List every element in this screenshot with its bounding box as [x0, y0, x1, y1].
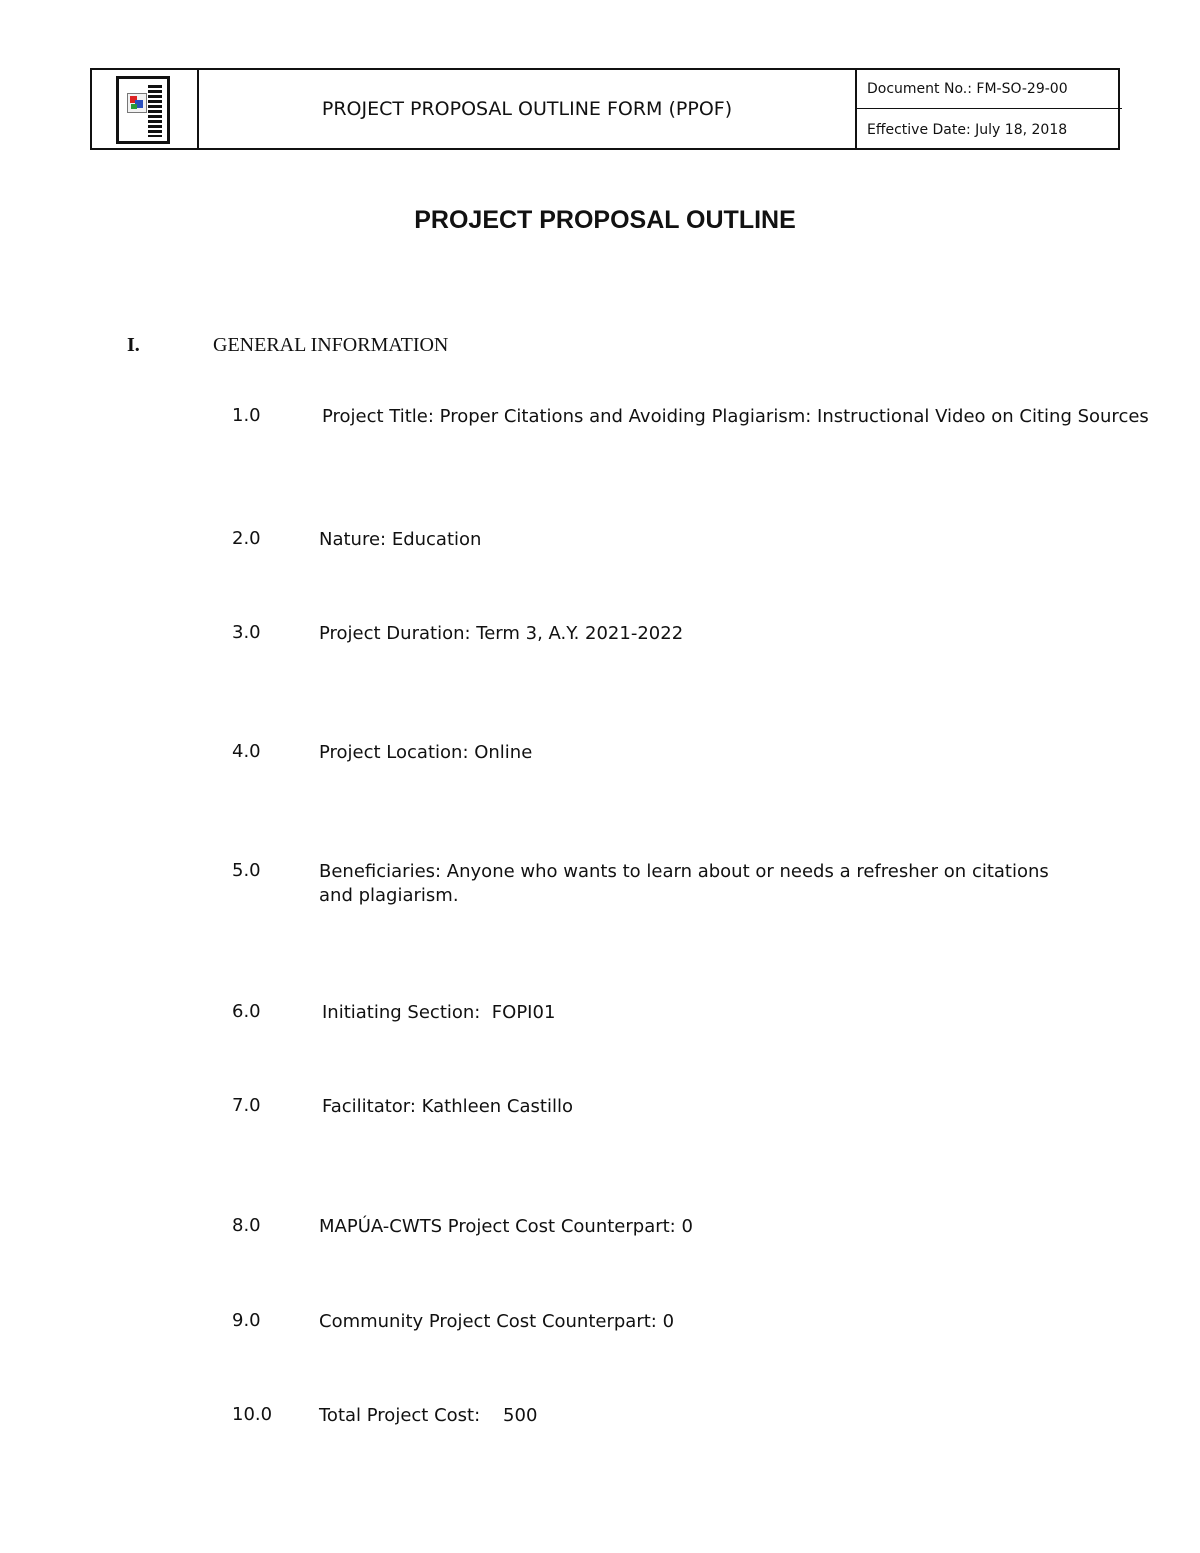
item-number: 1.0: [232, 405, 261, 426]
item-text: Nature: Education: [319, 529, 482, 550]
item-number: 9.0: [232, 1310, 261, 1331]
section-title: GENERAL INFORMATION: [213, 334, 449, 356]
item-text: Project Duration: Term 3, A.Y. 2021-2022: [319, 623, 684, 644]
document-number: Document No.: FM-SO-29-00: [857, 70, 1122, 109]
page-title: PROJECT PROPOSAL OUTLINE: [414, 206, 796, 234]
item-text: Project Title: Proper Citations and Avoiding Plagiarism: Instructional Video on Citing Sources: [322, 406, 1149, 427]
effective-date: Effective Date: July 18, 2018: [867, 121, 1068, 138]
item-number: 4.0: [232, 741, 261, 762]
broken-image-icon: [127, 93, 147, 113]
logo-cell: [92, 70, 199, 148]
item-text: Project Location: Online: [319, 742, 533, 763]
document-header: [90, 68, 1120, 150]
item-text: Initiating Section: FOPI01: [322, 1002, 556, 1023]
item-number: 5.0: [232, 860, 261, 881]
item-number: 3.0: [232, 622, 261, 643]
item-number: 10.0: [232, 1404, 273, 1425]
item-number: 7.0: [232, 1095, 261, 1116]
document-meta: [855, 70, 1122, 148]
section-number: I.: [127, 334, 140, 356]
logo-mark: [148, 85, 162, 137]
item-number: 8.0: [232, 1215, 261, 1236]
item-text: Facilitator: Kathleen Castillo: [322, 1096, 573, 1117]
institution-logo-icon: [116, 76, 170, 144]
item-number: 2.0: [232, 528, 261, 549]
item-text: Community Project Cost Counterpart: 0: [319, 1311, 675, 1332]
item-number: 6.0: [232, 1001, 261, 1022]
item-text: Total Project Cost: 500: [319, 1405, 538, 1426]
item-text: MAPÚA-CWTS Project Cost Counterpart: 0: [319, 1216, 693, 1237]
item-text: Beneficiaries: Anyone who wants to learn about or needs a refresher on citations and plagiarism.: [319, 861, 1049, 906]
form-title: PROJECT PROPOSAL OUTLINE FORM (PPOF): [321, 98, 733, 120]
